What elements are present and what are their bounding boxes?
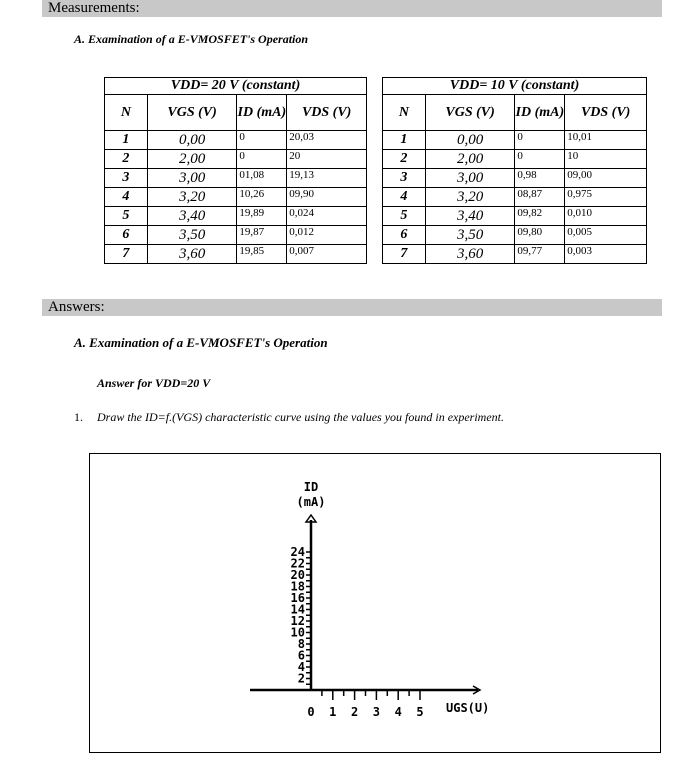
cell-vgs: 3,20 <box>425 188 515 207</box>
answers-section-title: Answers: <box>48 299 105 315</box>
question-text: Draw the ID=f.(VGS) characteristic curve using the values you found in experiment. <box>97 410 505 424</box>
table-row <box>383 150 647 169</box>
cell-vgs: 3,20 <box>147 188 237 207</box>
table-row <box>105 207 367 226</box>
cell-id: 09,77 <box>515 245 565 264</box>
cell-id: 09,80 <box>515 226 565 245</box>
cell-vds: 0,007 <box>287 245 367 264</box>
table-row <box>383 131 647 150</box>
answer-label: Answer for VDD=20 V <box>97 376 211 390</box>
cell-n: 4 <box>383 188 426 207</box>
cell-n: 6 <box>105 226 148 245</box>
x-tick-label: 3 <box>372 705 381 719</box>
cell-vds: 0,005 <box>565 226 647 245</box>
cell-vgs: 3,60 <box>147 245 237 264</box>
table-row <box>383 169 647 188</box>
cell-id: 0 <box>237 131 287 150</box>
cell-id: 01,08 <box>237 169 287 188</box>
cell-vds: 19,13 <box>287 169 367 188</box>
cell-n: 2 <box>105 150 148 169</box>
cell-n: 4 <box>105 188 148 207</box>
table-row <box>105 226 367 245</box>
cell-n: 7 <box>383 245 426 264</box>
x-tick-label: 0 <box>307 705 315 719</box>
cell-vds: 0,012 <box>287 226 367 245</box>
cell-id: 0 <box>237 150 287 169</box>
cell-id: 19,85 <box>237 245 287 264</box>
x-tick-label: 2 <box>350 705 359 719</box>
y-axis-label-id: ID <box>303 480 319 494</box>
y-tick-label: 4 <box>297 660 305 674</box>
x-tick-label: 5 <box>416 705 424 719</box>
cell-vds: 09,90 <box>287 188 367 207</box>
table-row <box>105 188 367 207</box>
cell-vgs: 3,00 <box>425 169 515 188</box>
cell-n: 5 <box>383 207 426 226</box>
answers-subtitle: A. Examination of a E-VMOSFET's Operation <box>74 335 328 350</box>
measurements-section-title: Measurements: <box>48 0 140 16</box>
cell-n: 1 <box>383 131 426 150</box>
cell-vgs: 3,50 <box>147 226 237 245</box>
y-tick-label: 24 <box>290 545 305 559</box>
cell-n: 2 <box>383 150 426 169</box>
cell-vds: 09,00 <box>565 169 647 188</box>
table-row <box>383 207 647 226</box>
graph-area[interactable] <box>89 453 661 753</box>
y-tick-label: 12 <box>290 614 305 628</box>
table-row <box>105 150 367 169</box>
cell-id: 09,82 <box>515 207 565 226</box>
cell-n: 6 <box>383 226 426 245</box>
x-tick-label: 1 <box>329 705 337 719</box>
question-number: 1. <box>74 410 83 424</box>
column-header-vds: VDS (V) <box>565 95 647 131</box>
cell-vds: 10,01 <box>565 131 647 150</box>
y-tick-label: 14 <box>290 602 305 617</box>
cell-vds: 20,03 <box>287 131 367 150</box>
table-row <box>383 188 647 207</box>
cell-vgs: 2,00 <box>425 150 515 169</box>
cell-id: 10,26 <box>237 188 287 207</box>
table-title: VDD= 20 V (constant) <box>105 78 367 95</box>
cell-id: 0 <box>515 150 565 169</box>
cell-id: 19,87 <box>237 226 287 245</box>
cell-n: 5 <box>105 207 148 226</box>
table-row <box>383 226 647 245</box>
measurements-section-bar <box>42 0 662 17</box>
cell-id: 0,98 <box>515 169 565 188</box>
cell-vds: 0,975 <box>565 188 647 207</box>
measurement-table-vdd10 <box>382 77 647 264</box>
cell-vds: 0,024 <box>287 207 367 226</box>
cell-vds: 0,010 <box>565 207 647 226</box>
column-header-vgs: VGS (V) <box>425 95 515 131</box>
cell-vgs: 3,40 <box>425 207 515 226</box>
column-header-n: N <box>383 95 426 131</box>
y-tick-label: 2 <box>297 671 305 686</box>
cell-vds: 20 <box>287 150 367 169</box>
y-tick-label: 8 <box>297 637 305 651</box>
measurements-subtitle: A. Examination of a E-VMOSFET's Operation <box>74 32 309 46</box>
measurement-table-vdd20 <box>104 77 367 264</box>
table-title: VDD= 10 V (constant) <box>383 78 647 95</box>
x-tick-label: 4 <box>394 705 402 719</box>
y-tick-label: 22 <box>290 556 305 571</box>
table-row <box>105 245 367 264</box>
table-row <box>105 131 367 150</box>
cell-id: 08,87 <box>515 188 565 207</box>
cell-vgs: 3,40 <box>147 207 237 226</box>
cell-vgs: 3,00 <box>147 169 237 188</box>
cell-n: 3 <box>105 169 148 188</box>
cell-id: 19,89 <box>237 207 287 226</box>
y-tick-label: 16 <box>290 591 305 605</box>
cell-vgs: 3,60 <box>425 245 515 264</box>
column-header-vds: VDS (V) <box>287 95 367 131</box>
answers-section-bar <box>42 299 662 316</box>
cell-vds: 10 <box>565 150 647 169</box>
column-header-id: ID (mA) <box>515 95 565 131</box>
cell-n: 1 <box>105 131 148 150</box>
column-header-id: ID (mA) <box>237 95 287 131</box>
cell-n: 3 <box>383 169 426 188</box>
cell-vgs: 0,00 <box>147 131 237 150</box>
y-tick-label: 20 <box>290 568 305 582</box>
id-vgs-chart <box>90 454 660 752</box>
y-axis-label-unit: (mA) <box>296 495 326 509</box>
column-header-n: N <box>105 95 148 131</box>
cell-vgs: 3,50 <box>425 226 515 245</box>
table-row <box>383 245 647 264</box>
y-tick-label: 10 <box>290 625 305 640</box>
cell-n: 7 <box>105 245 148 264</box>
x-axis-label: UGS(U) <box>446 701 490 715</box>
cell-id: 0 <box>515 131 565 150</box>
y-tick-label: 6 <box>297 648 305 663</box>
table-row <box>105 169 367 188</box>
cell-vgs: 2,00 <box>147 150 237 169</box>
y-tick-label: 18 <box>290 579 305 594</box>
cell-vds: 0,003 <box>565 245 647 264</box>
column-header-vgs: VGS (V) <box>147 95 237 131</box>
cell-vgs: 0,00 <box>425 131 515 150</box>
